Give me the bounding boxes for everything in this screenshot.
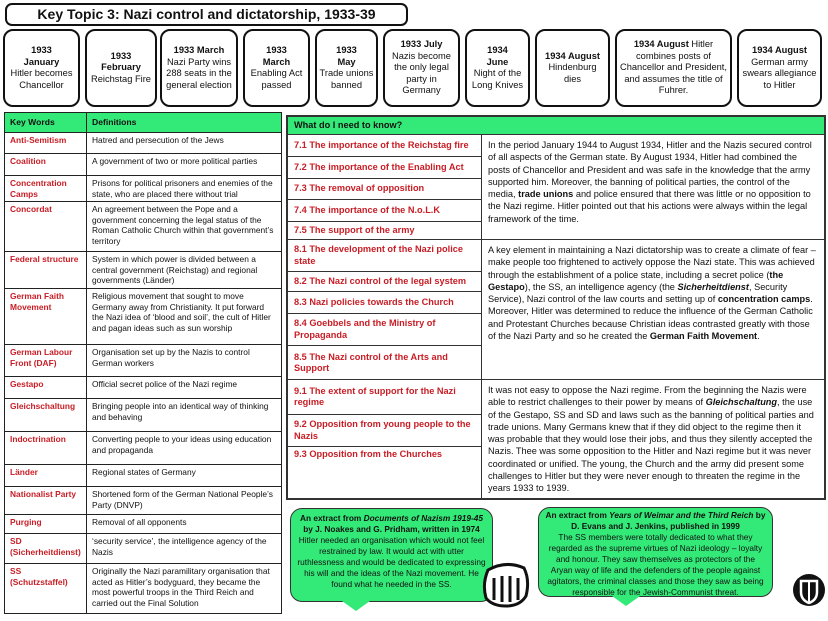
topic-label: 7.2 The importance of the Enabling Act <box>294 161 464 172</box>
definition: Originally the Nazi paramilitary organisation that acted as Hitler’s bodyguard, they became the most powerful troops in the Third Reich and carried out the Final Solution <box>87 563 282 613</box>
keyword-row <box>5 154 282 176</box>
keyword: German Faith Movement <box>5 288 87 344</box>
event-date: 1933 <box>110 50 132 61</box>
topic-item[interactable] <box>288 415 481 447</box>
timeline-event <box>160 29 238 107</box>
keyword: Concentration Camps <box>5 176 87 202</box>
keyword-row <box>5 533 282 563</box>
keyword: Purging <box>5 514 87 533</box>
definition: Prisons for political prisoners and enemies of the state, who are placed there without trial <box>87 176 282 202</box>
know-header: What do I need to know? <box>288 117 824 135</box>
event-date: 1934 August <box>633 39 689 50</box>
keyword-row <box>5 288 282 344</box>
definition: Converting people to your ideas using education and propaganda <box>87 431 282 464</box>
event-month: February <box>101 62 141 73</box>
topic-item[interactable] <box>288 447 481 498</box>
topic-label: 7.4 The importance of the N.o.L.K <box>294 204 440 215</box>
event-date: 1933 March <box>173 45 225 55</box>
section-8-text: A key element in maintaining a Nazi dictatorship was to create a climate of fear – make people too frightened to actively oppose the Nazi state. This was achieved through the establishment of a police state, including a secret police (the Gestapo), the SS, an intelligence agency (the Sicherheitdienst, Security Service), Nazi control of the law courts and setting up of concentration camps. Moreover, Hitler was determined to reduce the influence of the German Catholic and Protestant Churches because Christian ideas contrasted greatly with those of the Nazi Party and so he created the German Faith Movement. <box>488 245 816 342</box>
topic-label: 8.5 The Nazi control of the Arts and Support <box>294 351 448 373</box>
page-title: Key Topic 3: Nazi control and dictatorship, 1933-39 <box>5 3 408 26</box>
event-month: May <box>337 56 356 67</box>
event-text: Nazis become the only legal party in Germany <box>392 50 451 96</box>
topic-label: 8.3 Nazi policies towards the Church <box>294 296 454 307</box>
section-8 <box>288 240 824 380</box>
event-date: 1934 August <box>545 50 600 61</box>
event-text: Hindenburg dies <box>548 62 597 84</box>
topic-item[interactable] <box>288 292 481 314</box>
definition: System in which power is divided between a central government (Reichstag) and regional governments (Länder) <box>87 252 282 289</box>
keyword: Gestapo <box>5 376 87 398</box>
event-month: March <box>262 56 291 67</box>
timeline-event <box>383 29 460 107</box>
header-key-words: Key Words <box>5 113 87 133</box>
event-text: Night of the Long Knives <box>471 68 524 90</box>
callout-tail <box>342 601 370 611</box>
definition: Regional states of Germany <box>87 464 282 486</box>
keyword-row <box>5 398 282 431</box>
section-7-text: In the period January 1944 to August 1934, Hitler and the Nazis secured control of all aspects of the German state. By August 1934, Hitler had combined the posts of Chancellor and President and was safe in the knowledge that the army supported him. Moreover, the banning of political parties, the control of the media, trade unions and police ensured that there was little or no opposition to the Nazi regime. Hitler pointed out that his actions were always within the legal framework of the time. <box>488 140 812 224</box>
keyword-row <box>5 133 282 154</box>
keyword: Länder <box>5 464 87 486</box>
event-date: 1933 <box>266 45 287 55</box>
event-text: Trade unions banned <box>319 68 374 90</box>
event-date: 1934 August <box>752 45 807 55</box>
event-date: 1933 <box>31 45 52 55</box>
shield-icon <box>792 572 826 608</box>
topic-item[interactable] <box>288 200 481 222</box>
keyword: Nationalist Party <box>5 486 87 514</box>
topic-label: 8.4 Goebbels and the Ministry of Propaganda <box>294 318 436 340</box>
header-definitions: Definitions <box>87 113 282 133</box>
section-9-text: It was not easy to oppose the Nazi regime. From the beginning the Nazis were able to restrict challenges to their power by means of Gleichschaltung, the use of the Gestapo, SS and SD and laws such as the banning of political parties and trade unions. Many Germans knew that if they did object to the regime then it was probable that they would lose their jobs, and thus they silently accepted the Nazis. Thee was some opposition to the Hitler and Nazi regime but it was never coordinated or unified. The young, the Church and the army did present some challenges to Hitler but they were never enough to threaten the regime in the years 1933 to 1939. <box>488 385 814 494</box>
event-date: 1934 <box>487 45 508 55</box>
definition: ‘security service’, the intelligence agency of the Nazis <box>87 533 282 563</box>
keyword: Federal structure <box>5 252 87 289</box>
topic-label: 9.2 Opposition from young people to the Nazis <box>294 419 471 441</box>
timeline-event <box>615 29 732 107</box>
fist-icon <box>480 560 532 608</box>
definition: Removal of all opponents <box>87 514 282 533</box>
event-text: Enabling Act passed <box>250 68 303 90</box>
topic-item[interactable] <box>288 272 481 292</box>
keyword: Anti-Semitism <box>5 133 87 154</box>
definition: Hatred and persecution of the Jews <box>87 133 282 154</box>
timeline-event <box>243 29 310 107</box>
definition: Official secret police of the Nazi regime <box>87 376 282 398</box>
extract-noakes-pridham: An extract from Documents of Nazism 1919-45 by J. Noakes and G. Pridham, written in 1974 Hitler needed an organisation which would not feel restrained by law. It would act with utter ruthlessness and would be dedicated to expressing his will and the ideas of the Nazi movement. He found what he needed in the SS. <box>290 508 493 602</box>
definition: An agreement between the Pope and a government concerning the legal status of the Roman Catholic Church within that government’s territory <box>87 202 282 252</box>
definition: Organisation set up by the Nazis to control German workers <box>87 344 282 376</box>
keyword: Gleichschaltung <box>5 398 87 431</box>
keyword-row <box>5 376 282 398</box>
key-words-table <box>4 112 282 614</box>
event-month: January <box>23 56 60 67</box>
topic-label: 7.1 The importance of the Reichstag fire <box>294 139 469 150</box>
keyword: SD (Sicherheitdienst) <box>5 533 87 563</box>
topic-label: 7.3 The removal of opposition <box>294 183 425 194</box>
topic-label: 8.2 The Nazi control of the legal system <box>294 275 467 286</box>
timeline-event <box>535 29 610 107</box>
definition: Bringing people into an identical way of thinking and behaving <box>87 398 282 431</box>
topic-item[interactable] <box>288 157 481 179</box>
keyword-row <box>5 563 282 613</box>
timeline-event <box>465 29 530 107</box>
callout-tail <box>612 596 640 606</box>
topic-item[interactable] <box>288 380 481 415</box>
section-9 <box>288 380 824 498</box>
definition: Religious movement that sought to move Germany away from Christianity. It put forward the Nazi idea of ‘blood and soil’, the cult of Hitler and pagan ideas such as sun worship <box>87 288 282 344</box>
keyword-row <box>5 514 282 533</box>
topic-item[interactable] <box>288 314 481 346</box>
keyword: Coalition <box>5 154 87 176</box>
keyword-row <box>5 431 282 464</box>
event-date: 1933 July <box>400 39 443 50</box>
topic-item[interactable] <box>288 346 481 380</box>
keyword: SS (Schutzstaffel) <box>5 563 87 613</box>
event-text: German army swears allegiance to Hitler <box>742 56 817 90</box>
topic-item[interactable] <box>288 222 481 240</box>
what-do-i-need-to-know <box>286 115 826 500</box>
keyword-row <box>5 486 282 514</box>
keyword: Concordat <box>5 202 87 252</box>
keyword: German Labour Front (DAF) <box>5 344 87 376</box>
event-month: June <box>486 56 509 67</box>
topic-item[interactable] <box>288 135 481 157</box>
keyword-row <box>5 464 282 486</box>
keyword-row <box>5 344 282 376</box>
definition: A government of two or more political parties <box>87 154 282 176</box>
topic-item[interactable] <box>288 240 481 272</box>
extract-evans-jenkins: An extract from Years of Weimar and the Third Reich by D. Evans and J. Jenkins, published in 1999 The SS members were totally dedicated to what they regarded as the supreme virtues of Nazi ideology – loyalty and honour. They saw themselves as protectors of the Aryan way of life and the defenders of the people against agitators, the criminal classes and those they saw as being responsible for the Jewish-Communist threat. <box>538 507 773 597</box>
keyword-row <box>5 202 282 252</box>
event-date: 1933 <box>336 45 357 55</box>
topic-label: 9.3 Opposition from the Churches <box>294 449 443 459</box>
keyword-row <box>5 252 282 289</box>
timeline-event <box>737 29 822 107</box>
timeline-event <box>315 29 378 107</box>
topic-item[interactable] <box>288 179 481 200</box>
event-text: Nazi Party wins 288 seats in the general election <box>166 56 232 90</box>
timeline-event <box>3 29 80 107</box>
event-text: Reichstag Fire <box>91 73 151 84</box>
keyword-row <box>5 176 282 202</box>
event-text: Hitler combines posts of Chancellor and President, and assumes the title of Fuhrer. <box>620 39 727 96</box>
topic-label: 7.5 The support of the army <box>294 225 415 236</box>
topic-label: 9.1 The extent of support for the Nazi regime <box>294 385 456 407</box>
timeline-event <box>85 29 157 107</box>
section-7 <box>288 135 824 240</box>
event-text: Hitler becomes Chancellor <box>10 68 73 90</box>
topic-label: 8.1 The development of the Nazi police state <box>294 244 463 266</box>
definition: Shortened form of the German National People’s Party (DNVP) <box>87 486 282 514</box>
keyword: Indoctrination <box>5 431 87 464</box>
